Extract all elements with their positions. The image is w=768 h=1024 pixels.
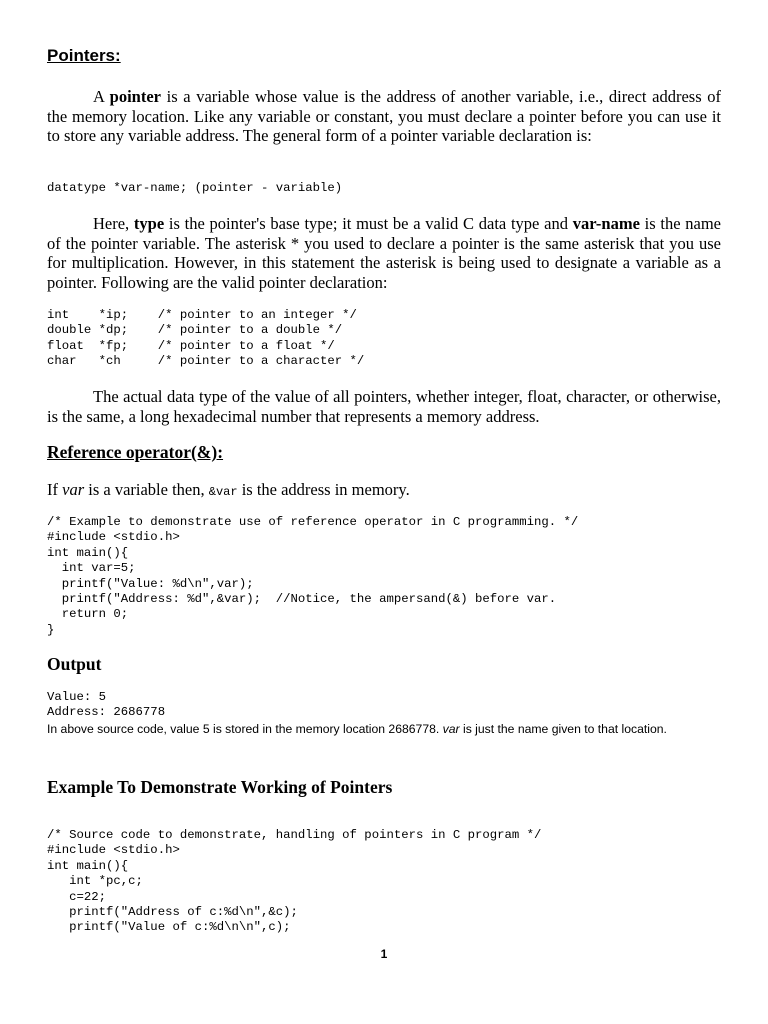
reference-example-code: /* Example to demonstrate use of reference operator in C programming. */ #include <stdio.h> int main(){ int var=5; printf("Value: %d\n",var); printf("Address: %d",&var); //Notice, the ampersand(&) before var. return 0; }	[47, 515, 579, 637]
note-text-a: In above source code, value 5 is stored in the memory location 2686778.	[47, 722, 443, 736]
declarations-code: int *ip; /* pointer to an integer */ double *dp; /* pointer to a double */ float *fp; /* pointer to a float */ char *ch /* pointer to a character */	[47, 308, 365, 369]
page-number: 1	[380, 947, 388, 961]
ref-inline-code: &var	[208, 485, 238, 499]
intro-paragraph	[47, 87, 721, 146]
output-code: Value: 5 Address: 2686778	[47, 690, 166, 720]
ref-text-c: is the address in memory.	[237, 480, 410, 499]
pointer-example-code: /* Source code to demonstrate, handling of pointers in C program */ #include <stdio.h> int main(){ int *pc,c; c=22; printf("Address of c:%d\n",&c); printf("Value of c:%d\n\n",c);	[47, 828, 542, 935]
reference-line	[47, 480, 721, 503]
para2-text-a: Here,	[93, 214, 134, 233]
ref-text-b: is a variable then,	[84, 480, 209, 499]
data-type-paragraph: The actual data type of the value of all pointers, whether integer, float, character, or otherwise, is the same, a long hexadecimal number that represents a memory address.	[47, 387, 721, 426]
output-heading: Output	[47, 654, 102, 674]
output-note	[47, 719, 723, 740]
reference-operator-heading: Reference operator(&):	[47, 442, 224, 462]
ref-text-a: If	[47, 480, 63, 499]
note-var-term: var	[442, 722, 460, 736]
para2-text-c: is the name of the pointer variable. The asterisk * you used to declare a pointer is the same asterisk that you use for multiplication. However, in this statement the asterisk is being used to designate a variable as a pointer. Following are the valid pointer declaration:	[47, 214, 721, 292]
var-term: var	[62, 480, 85, 499]
example-heading: Example To Demonstrate Working of Pointers	[47, 777, 393, 797]
intro-text-start: A	[93, 87, 110, 106]
note-text-b: is just the name given to that location.	[459, 722, 667, 736]
general-form-code: datatype *var-name; (pointer - variable)	[47, 181, 343, 195]
base-type-paragraph	[47, 214, 721, 292]
page-title: Pointers:	[47, 46, 121, 65]
var-name-term: var-name	[572, 214, 640, 233]
type-term: type	[133, 214, 165, 233]
pointer-term: pointer	[109, 87, 161, 106]
para2-text-b: is the pointer's base type; it must be a valid C data type and	[164, 214, 573, 233]
intro-text-rest: is a variable whose value is the address of another variable, i.e., direct address of the memory location. Like any variable or constant, you must declare a pointer before you can use it to store any variable address. The general form of a pointer variable declaration is:	[47, 87, 721, 145]
